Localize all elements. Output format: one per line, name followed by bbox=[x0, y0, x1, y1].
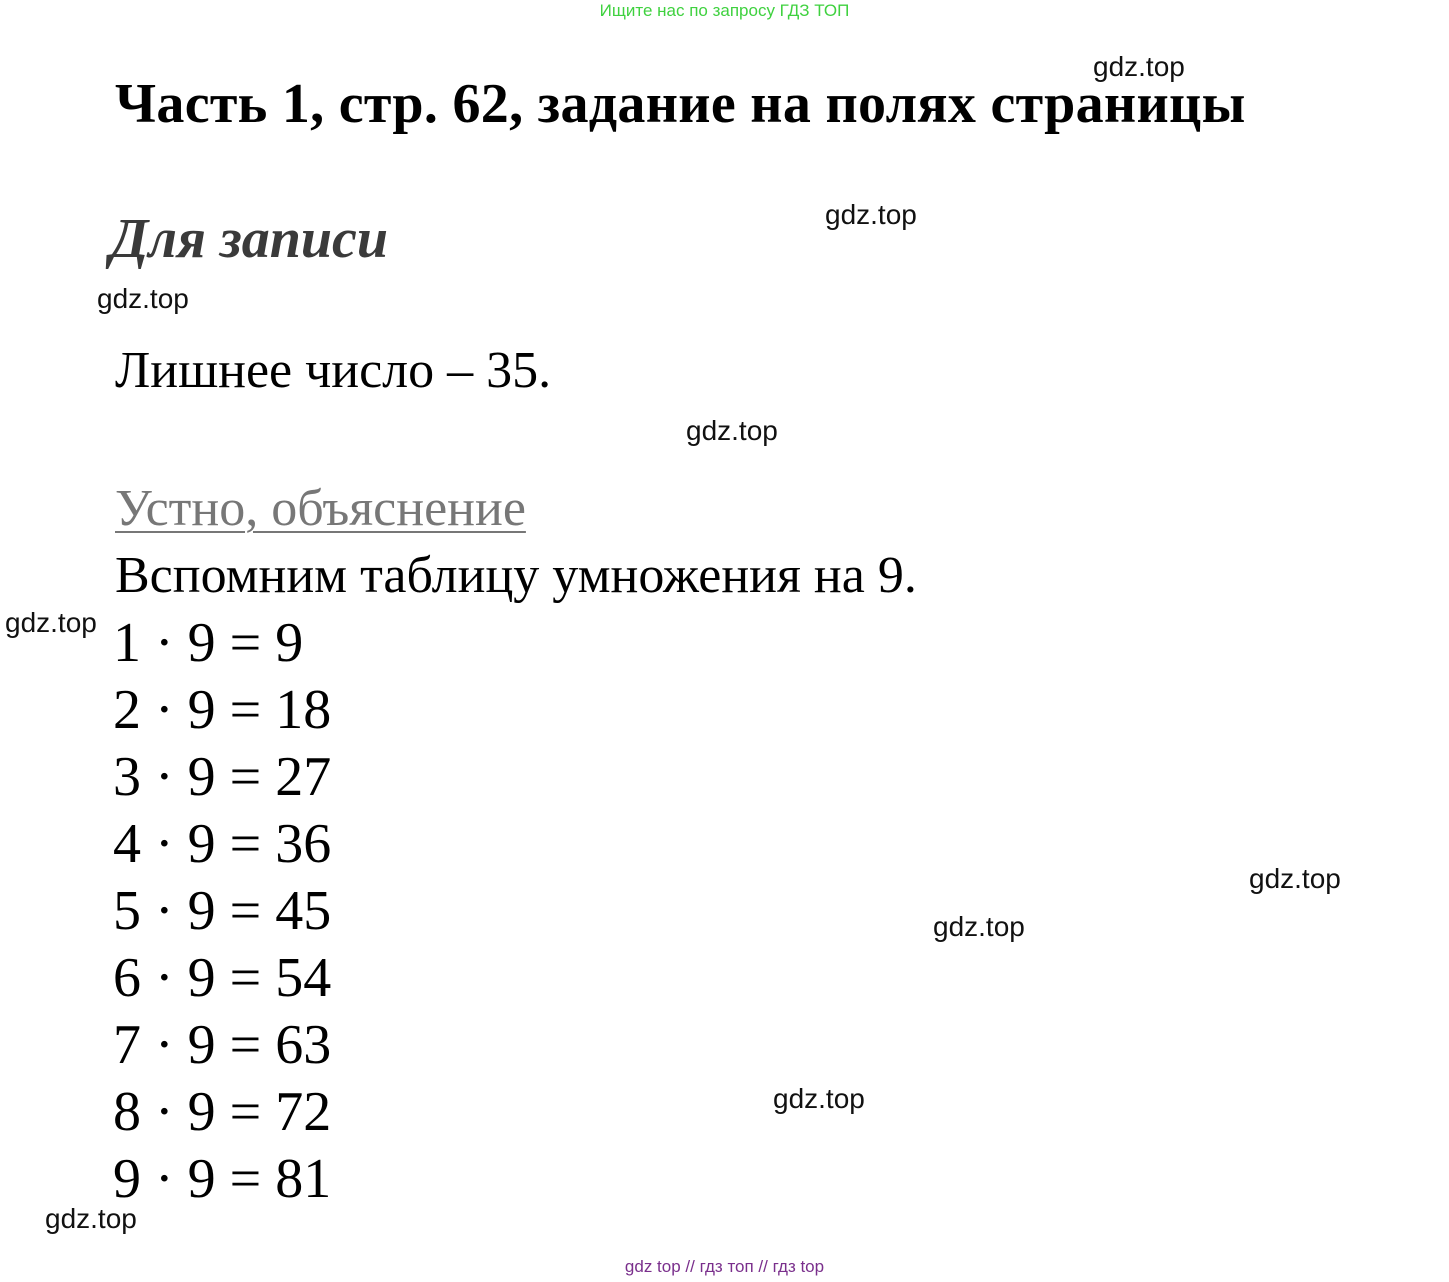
watermark: gdz.top bbox=[825, 199, 917, 230]
page-title: Часть 1, стр. 62, задание на полях страницы bbox=[115, 73, 1246, 135]
watermark: gdz.top bbox=[933, 911, 1025, 942]
table-row: 5 · 9 = 45 bbox=[113, 880, 332, 942]
table-row: 3 · 9 = 27 bbox=[113, 746, 332, 808]
intro-line: Вспомним таблицу умножения на 9. bbox=[115, 547, 917, 604]
table-row: 7 · 9 = 63 bbox=[113, 1014, 332, 1076]
explanation-subheading: Устно, объяснение bbox=[115, 480, 526, 537]
watermark: gdz.top bbox=[686, 415, 778, 446]
table-row: 1 · 9 = 9 bbox=[113, 612, 304, 674]
watermark: gdz.top bbox=[773, 1083, 865, 1114]
footer-text: gdz top // гдз топ // гдз top bbox=[624, 1257, 825, 1276]
watermark: gdz.top bbox=[1093, 51, 1185, 82]
top-banner: Ищите нас по запросу ГДЗ ТОП bbox=[599, 1, 850, 20]
answer-line: Лишнее число – 35. bbox=[115, 342, 552, 399]
watermark: gdz.top bbox=[5, 607, 97, 638]
section-heading: Для записи bbox=[110, 208, 388, 270]
table-row: 4 · 9 = 36 bbox=[113, 813, 332, 875]
table-row: 2 · 9 = 18 bbox=[113, 679, 332, 741]
multiplication-table bbox=[113, 611, 331, 1214]
watermark: gdz.top bbox=[97, 283, 189, 314]
table-row: 6 · 9 = 54 bbox=[113, 947, 332, 1009]
watermark: gdz.top bbox=[1249, 863, 1341, 894]
table-row: 9 · 9 = 81 bbox=[113, 1148, 332, 1210]
watermark: gdz.top bbox=[45, 1203, 137, 1234]
table-row: 8 · 9 = 72 bbox=[113, 1081, 332, 1143]
